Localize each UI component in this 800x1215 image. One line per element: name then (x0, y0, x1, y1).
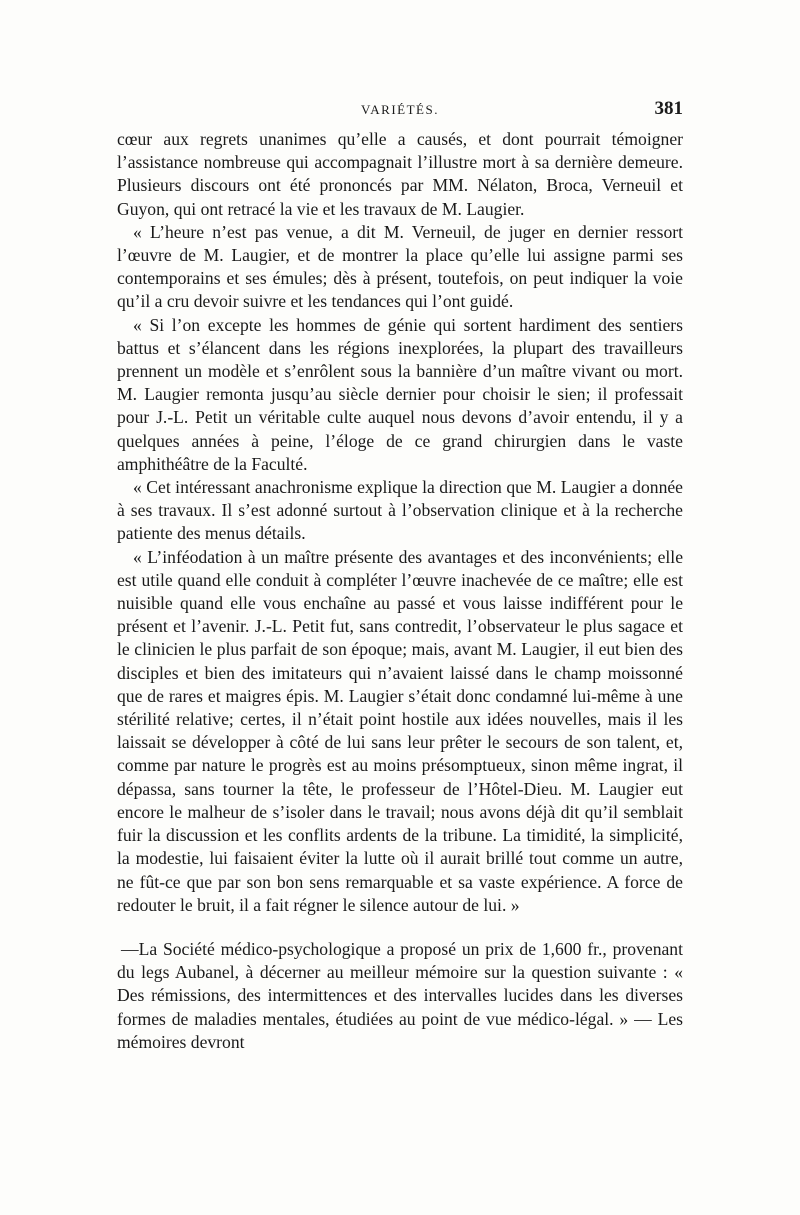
paragraph-quote-anachronism: « Cet intéressant anachronisme explique la direction que M. Laugier a donnée à ses travaux. Il s’est adonné surtout à l’observation clinique et à la recherche patiente des menus détails. (117, 477, 683, 544)
paragraph-quote-infeodation: « L’inféodation à un maître présente des avantages et des inconvénients; elle est utile quand elle conduit à compléter l’œuvre inachevée de ce maître; elle est nuisible quand elle vous enchaîne au passé et vous laisse indifférent pour le présent et l’avenir. J.-L. Petit fut, sans contredit, l’observateur le plus sagace et le clinicien le plus parfait de son époque; mais, avant M. Laugier, il eut bien des disciples et bien des imitateurs qui n’avaient laissé dans le champ moissonné que de rares et maigres épis. M. Laugier s’était donc condamné lui-même à une stérilité relative; certes, il n’était point hostile aux idées nouvelles, mais il les laissait se développer à côté de lui sans leur prêter le secours de son talent, et, comme par nature le progrès est au moins présomptueux, sinon même ingrat, il dépassa, sans tourner la tête, le professeur de l’Hôtel-Dieu. M. Laugier eut encore le malheur de s’isoler dans le travail; nous avons déjà dit qu’il semblait fuir la discussion et les conflits ardents de la tribune. La timidité, la simplicité, la modestie, lui faisaient éviter la lutte où il aurait brillé tout comme un autre, ne fût-ce que par son bon sens remarquable et sa vaste expérience. A force de redouter le bruit, il a fait régner le silence autour de lui. » (117, 546, 683, 915)
paragraph-quote-genius: « Si l’on excepte les hommes de génie qui sortent hardiment des sentiers battus et s’élancent dans les régions inexplorées, la plupart des travailleurs prennent un modèle et s’enrôlent sous la bannière d’un maître vivant ou mort. M. Laugier remonta jusqu’au siècle dernier pour choisir le sien; il professait pour J.-L. Petit un véritable culte auquel nous devons d’avoir entendu, il y a quelques années à peine, l’éloge de ce grand chirurgien dans le vaste amphithéâtre de la Faculté. (117, 314, 683, 474)
running-head (117, 98, 683, 122)
paragraph-continuation: cœur aux regrets unanimes qu’elle a causés, et dont pourrait témoigner l’assistance nombreuse qui accompagnait l’illustre mort à sa dernière demeure. Plusieurs discours ont été prononcés par MM. Nélaton, Broca, Verneuil et Guyon, qui ont retracé la vie et les travaux de M. Laugier. (117, 129, 683, 219)
page-number: 381 (654, 98, 683, 119)
body-text (117, 128, 683, 1054)
paragraph-quote-verneuil: « L’heure n’est pas venue, a dit M. Verneuil, de juger en dernier ressort l’œuvre de M. Laugier, et de montrer la place qu’elle lui assigne parmi ses contemporains et ses émules; dès à présent, toutefois, on peut indiquer la voie qu’il a cru devoir suivre et les tendances qui l’ont guidé. (117, 221, 683, 312)
running-title: VARIÉTÉS. (361, 102, 439, 117)
paragraph-news-item: —La Société médico-psychologique a proposé un prix de 1,600 fr., provenant du legs Aubanel, à décerner au meilleur mémoire sur la question suivante : « Des rémissions, des intermittences et des intervalles lucides dans les diverses formes de maladies mentales, étudiées au point de vue médico-légal. » — Les mémoires devront (117, 938, 683, 1052)
